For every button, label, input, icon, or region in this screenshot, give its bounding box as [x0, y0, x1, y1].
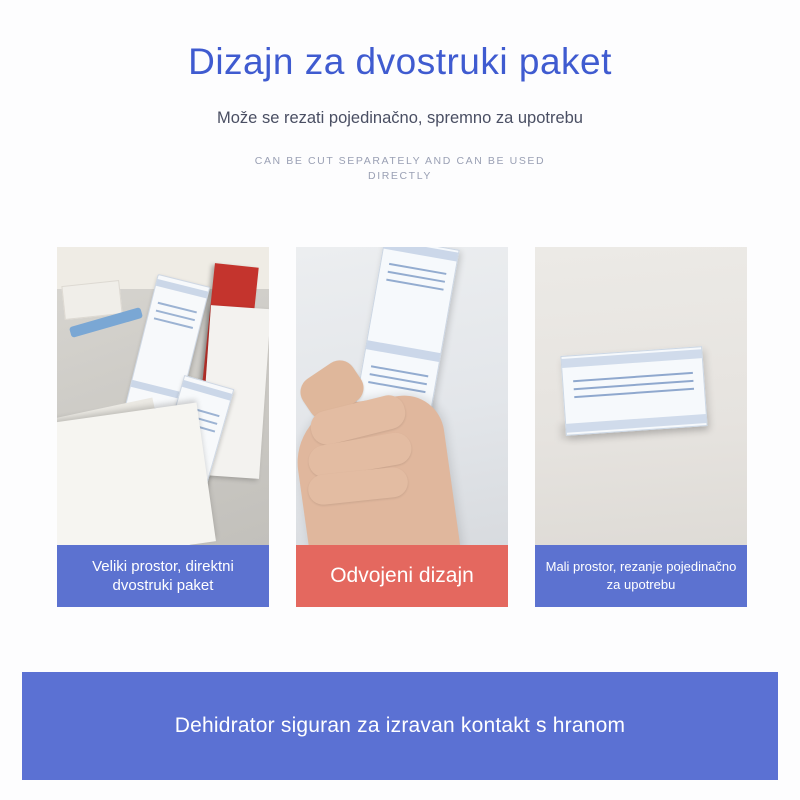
feature-card-2: [296, 247, 508, 607]
caption-bar-3: Mali prostor, rezanje pojedinačno za upotrebu: [535, 545, 747, 607]
header-block: [0, 0, 800, 184]
page-subtitle: Može se rezati pojedinačno, spremno za upotrebu: [217, 108, 583, 127]
photo-sachet-strip-on-books: [57, 247, 269, 545]
english-note: CAN BE CUT SEPARATELY AND CAN BE USED DIRECTLY: [254, 154, 546, 182]
bottom-banner: [22, 672, 778, 780]
feature-card-3: [535, 247, 747, 607]
caption-bar-2: Odvojeni dizajn: [296, 545, 508, 607]
photo-hand-cutting-sachet: [296, 247, 508, 545]
banner-text: Dehidrator siguran za izravan kontakt s hranom: [174, 714, 626, 737]
photo-row: [57, 247, 747, 607]
feature-card-1: [57, 247, 269, 607]
page-title: Dizajn za dvostruki paket: [188, 41, 612, 82]
caption-bar-1: Veliki prostor, direktni dvostruki paket: [57, 545, 269, 607]
desiccant-sachet-single: [560, 346, 707, 436]
paper-stack-front: [57, 403, 216, 545]
photo-single-sachet: [535, 247, 747, 545]
